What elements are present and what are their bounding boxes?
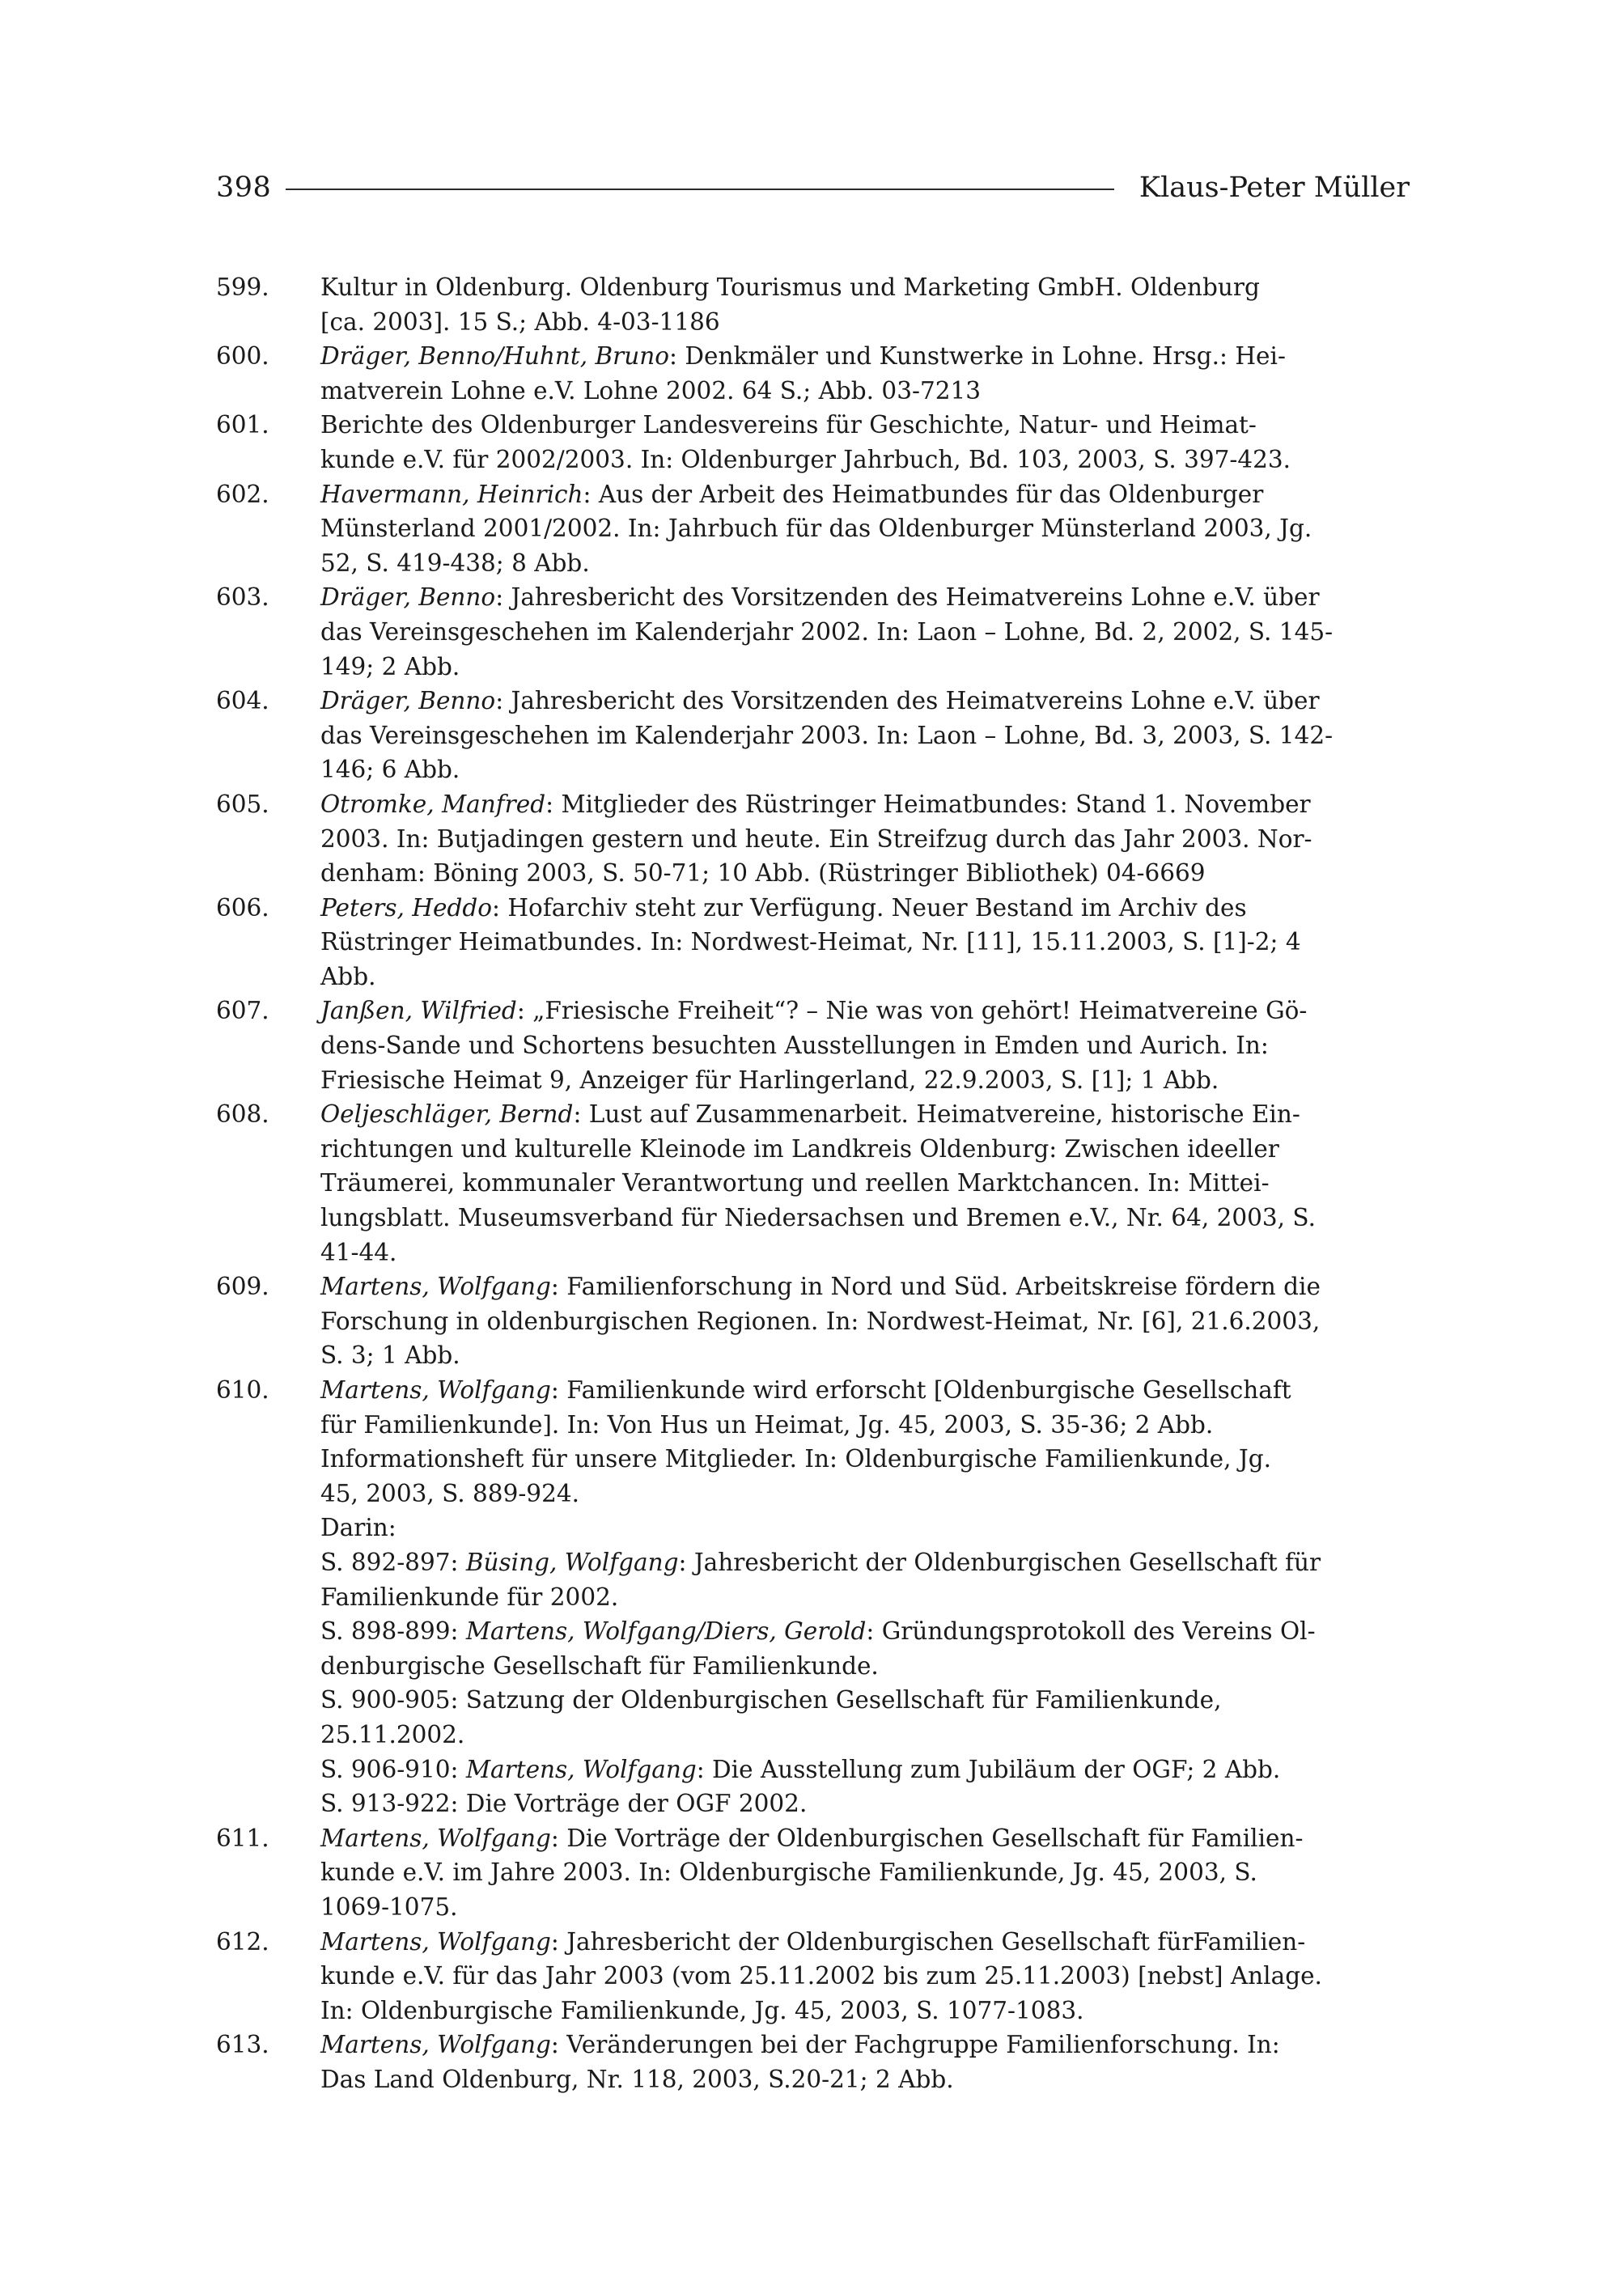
- citation-text: : Veränderungen bei der Fachgruppe Familienforschung. In:: [550, 2031, 1280, 2059]
- citation-text: das Vereinsgeschehen im Kalenderjahr 2002. In: Laon – Lohne, Bd. 2, 2002, S. 145-: [320, 617, 1334, 646]
- entry-line: [320, 1097, 1410, 1132]
- citation-text: 2003. In: Butjadingen gestern und heute. Ein Streifzug durch das Jahr 2003. Nor-: [320, 824, 1312, 853]
- citation-text: : „Friesische Freiheit“? – Nie was von gehört! Heimatvereine Gö-: [516, 997, 1308, 1025]
- entry-text: [320, 477, 1410, 581]
- author-name: Dräger, Benno/Huhnt, Bruno: [320, 342, 670, 371]
- entry-number: 610.: [216, 1376, 269, 1404]
- entry-number: 602.: [216, 480, 269, 508]
- citation-text: Informationsheft für unsere Mitglieder. In: Oldenburgische Familienkunde, Jg.: [320, 1445, 1271, 1473]
- entry-line: [320, 1028, 1410, 1063]
- entry-text: [320, 1373, 1410, 1821]
- entry-line: [320, 580, 1410, 615]
- citation-text: für Familienkunde]. In: Von Hus un Heimat, Jg. 45, 2003, S. 35-36; 2 Abb.: [320, 1410, 1214, 1439]
- entry-line: [320, 1408, 1410, 1443]
- entry-number: 599.: [216, 273, 269, 301]
- entry-line: [320, 477, 1410, 512]
- author-name: Dräger, Benno: [320, 687, 496, 715]
- entry-text: [320, 891, 1410, 994]
- citation-text: : Jahresbericht der Oldenburgischen Gesellschaft für: [678, 1548, 1321, 1576]
- bibliography-entry: [216, 891, 1410, 994]
- author-name: Oeljeschläger, Bernd: [320, 1100, 574, 1129]
- bibliography-entry: [216, 270, 1410, 339]
- entry-line: [320, 1890, 1410, 1925]
- citation-text: Berichte des Oldenburger Landesvereins für Geschichte, Natur- und Heimat-: [320, 411, 1257, 439]
- citation-text: 41-44.: [320, 1238, 397, 1266]
- entry-line: [320, 1855, 1410, 1890]
- entry-line: [320, 1545, 1410, 1580]
- citation-text: : Die Vorträge der Oldenburgischen Gesellschaft für Familien-: [550, 1824, 1304, 1852]
- author-name: Dräger, Benno: [320, 583, 496, 612]
- author-name: Martens, Wolfgang: [320, 1376, 551, 1404]
- citation-text: 149; 2 Abb.: [320, 652, 460, 680]
- entry-number: 606.: [216, 893, 269, 922]
- citation-text: matverein Lohne e.V. Lohne 2002. 64 S.; Abb. 03-7213: [320, 376, 982, 405]
- author-name: Martens, Wolfgang: [320, 1927, 551, 1956]
- entry-line: [320, 1201, 1410, 1236]
- citation-text: Friesische Heimat 9, Anzeiger für Harlingerland, 22.9.2003, S. [1]; 1 Abb.: [320, 1066, 1219, 1094]
- citation-text: S. 900-905: Satzung der Oldenburgischen Gesellschaft für Familienkunde,: [320, 1686, 1222, 1714]
- entry-number: 608.: [216, 1100, 269, 1129]
- entry-line: [320, 822, 1410, 857]
- entry-line: [320, 305, 1410, 340]
- citation-text: : Aus der Arbeit des Heimatbundes für das Oldenburger: [583, 480, 1264, 508]
- entry-line: [320, 787, 1410, 822]
- entry-text: [320, 1821, 1410, 1925]
- entry-line: [320, 2062, 1410, 2097]
- entry-text: [320, 1269, 1410, 1373]
- bibliography-entry: [216, 1373, 1410, 1821]
- citation-text: : Denkmäler und Kunstwerke in Lohne. Hrsg.: Hei-: [669, 342, 1286, 371]
- author-name: Otromke, Manfred: [320, 790, 546, 818]
- entry-number: 612.: [216, 1927, 269, 1956]
- citation-text: lungsblatt. Museumsverband für Niedersachsen und Bremen e.V., Nr. 64, 2003, S.: [320, 1204, 1316, 1232]
- entry-text: [320, 1097, 1410, 1269]
- citation-text: : Die Ausstellung zum Jubiläum der OGF; 2 Abb.: [696, 1755, 1281, 1783]
- entry-line: [320, 1821, 1410, 1856]
- citation-text: das Vereinsgeschehen im Kalenderjahr 2003. In: Laon – Lohne, Bd. 3, 2003, S. 142-: [320, 721, 1334, 749]
- entry-text: [320, 270, 1410, 339]
- entry-number: 600.: [216, 342, 269, 371]
- author-name: Havermann, Heinrich: [320, 480, 583, 508]
- citation-text: S. 913-922: Die Vorträge der OGF 2002.: [320, 1790, 808, 1818]
- entry-line: [320, 1683, 1410, 1718]
- citation-text: denburgische Gesellschaft für Familienkunde.: [320, 1651, 879, 1680]
- citation-text: kunde e.V. für das Jahr 2003 (vom 25.11.2002 bis zum 25.11.2003) [nebst] Anlage.: [320, 1962, 1322, 1990]
- citation-text: 52, S. 419-438; 8 Abb.: [320, 549, 590, 577]
- entry-number: 607.: [216, 997, 269, 1025]
- bibliography-entry: [216, 1821, 1410, 1925]
- entry-line: [320, 1132, 1410, 1167]
- bibliography-entry: [216, 580, 1410, 684]
- author-name: Martens, Wolfgang/Diers, Gerold: [465, 1617, 867, 1646]
- entry-line: [320, 1304, 1410, 1339]
- entry-number: 613.: [216, 2031, 269, 2059]
- bibliography-entry: [216, 1097, 1410, 1269]
- running-header-author: Klaus-Peter Müller: [1138, 172, 1410, 204]
- entry-line: [320, 1787, 1410, 1821]
- entry-number: 601.: [216, 411, 269, 439]
- citation-text: S. 898-899:: [320, 1617, 466, 1646]
- entry-line: [320, 650, 1410, 685]
- citation-text: Abb.: [320, 962, 376, 990]
- bibliography-entry: [216, 994, 1410, 1097]
- bibliography-entry: [216, 408, 1410, 477]
- citation-text: S. 3; 1 Abb.: [320, 1341, 460, 1370]
- entry-line: [320, 1718, 1410, 1753]
- entry-line: [320, 1236, 1410, 1270]
- entry-line: [320, 1373, 1410, 1408]
- bibliography-entry: [216, 2028, 1410, 2096]
- entry-text: [320, 580, 1410, 684]
- entry-line: [320, 339, 1410, 374]
- entry-number: 603.: [216, 583, 269, 612]
- citation-text: Darin:: [320, 1514, 396, 1542]
- entry-number: 611.: [216, 1824, 269, 1852]
- entry-text: [320, 339, 1410, 408]
- citation-text: : Jahresbericht des Vorsitzenden des Heimatvereins Lohne e.V. über: [495, 687, 1320, 715]
- author-name: Büsing, Wolfgang: [465, 1548, 679, 1576]
- citation-text: S. 906-910:: [320, 1755, 466, 1783]
- author-name: Martens, Wolfgang: [465, 1755, 697, 1783]
- bibliography-entry: [216, 787, 1410, 891]
- citation-text: : Lust auf Zusammenarbeit. Heimatvereine, historische Ein-: [573, 1100, 1300, 1129]
- entry-line: [320, 1994, 1410, 2028]
- citation-text: denham: Böning 2003, S. 50-71; 10 Abb. (Rüstringer Bibliothek) 04-6669: [320, 859, 1206, 888]
- citation-text: : Familienforschung in Nord und Süd. Arbeitskreise fördern die: [550, 1273, 1321, 1301]
- author-name: Martens, Wolfgang: [320, 2031, 551, 2059]
- citation-text: Münsterland 2001/2002. In: Jahrbuch für das Oldenburger Münsterland 2003, Jg.: [320, 515, 1312, 543]
- entry-line: [320, 960, 1410, 994]
- entry-text: [320, 994, 1410, 1097]
- entry-line: [320, 1166, 1410, 1201]
- bibliography-list: [216, 270, 1410, 2096]
- citation-text: Forschung in oldenburgischen Regionen. In: Nordwest-Heimat, Nr. [6], 21.6.2003,: [320, 1307, 1321, 1335]
- entry-text: [320, 1925, 1410, 2028]
- citation-text: richtungen und kulturelle Kleinode im Landkreis Oldenburg: Zwischen ideeller: [320, 1134, 1279, 1163]
- citation-text: : Mitglieder des Rüstringer Heimatbundes: Stand 1. November: [545, 790, 1311, 818]
- entry-number: 604.: [216, 687, 269, 715]
- citation-text: dens-Sande und Schortens besuchten Ausstellungen in Emden und Aurich. In:: [320, 1032, 1269, 1060]
- entry-line: [320, 1614, 1410, 1649]
- entry-number: 605.: [216, 790, 269, 818]
- citation-text: 146; 6 Abb.: [320, 756, 460, 784]
- page-number: 398: [216, 172, 272, 204]
- entry-line: [320, 443, 1410, 477]
- citation-text: In: Oldenburgische Familienkunde, Jg. 45, 2003, S. 1077-1083.: [320, 1996, 1084, 2024]
- citation-text: : Jahresbericht des Vorsitzenden des Heimatvereins Lohne e.V. über: [495, 583, 1320, 612]
- citation-text: Rüstringer Heimatbundes. In: Nordwest-Heimat, Nr. [11], 15.11.2003, S. [1]-2; 4: [320, 928, 1301, 956]
- entry-line: [320, 1269, 1410, 1304]
- entry-line: [320, 546, 1410, 581]
- entry-line: [320, 2028, 1410, 2062]
- entry-line: [320, 718, 1410, 753]
- entry-number: 609.: [216, 1273, 269, 1301]
- entry-line: [320, 994, 1410, 1028]
- citation-text: 1069-1075.: [320, 1892, 458, 1921]
- entry-line: [320, 1925, 1410, 1960]
- entry-line: [320, 752, 1410, 787]
- entry-line: [320, 1063, 1410, 1098]
- entry-line: [320, 925, 1410, 960]
- entry-line: [320, 1649, 1410, 1684]
- entry-line: [320, 511, 1410, 546]
- citation-text: Träumerei, kommunaler Verantwortung und reellen Marktchancen. In: Mittei-: [320, 1169, 1270, 1197]
- bibliography-entry: [216, 1269, 1410, 1373]
- author-name: Martens, Wolfgang: [320, 1824, 551, 1852]
- entry-line: [320, 615, 1410, 650]
- citation-text: 45, 2003, S. 889-924.: [320, 1479, 579, 1507]
- bibliography-entry: [216, 339, 1410, 408]
- author-name: Janßen, Wilfried: [320, 997, 517, 1025]
- author-name: Martens, Wolfgang: [320, 1273, 551, 1301]
- citation-text: : Gründungsprotokoll des Vereins Ol-: [866, 1617, 1316, 1646]
- entry-line: [320, 1959, 1410, 1994]
- entry-line: [320, 1511, 1410, 1545]
- entry-text: [320, 2028, 1410, 2096]
- bibliography-entry: [216, 1925, 1410, 2028]
- citation-text: Das Land Oldenburg, Nr. 118, 2003, S.20-21; 2 Abb.: [320, 2065, 954, 2093]
- entry-text: [320, 684, 1410, 787]
- citation-text: : Jahresbericht der Oldenburgischen Gesellschaft fürFamilien-: [550, 1927, 1306, 1956]
- bibliography-entry: [216, 477, 1410, 581]
- citation-text: kunde e.V. im Jahre 2003. In: Oldenburgische Familienkunde, Jg. 45, 2003, S.: [320, 1859, 1257, 1887]
- citation-text: 25.11.2002.: [320, 1720, 465, 1748]
- citation-text: kunde e.V. für 2002/2003. In: Oldenburger Jahrbuch, Bd. 103, 2003, S. 397-423.: [320, 445, 1291, 473]
- entry-text: [320, 787, 1410, 891]
- citation-text: Kultur in Oldenburg. Oldenburg Tourismus und Marketing GmbH. Oldenburg: [320, 273, 1260, 301]
- entry-text: [320, 408, 1410, 477]
- entry-line: [320, 408, 1410, 443]
- entry-line: [320, 1442, 1410, 1477]
- entry-line: [320, 1580, 1410, 1615]
- entry-line: [320, 1338, 1410, 1373]
- entry-line: [320, 1477, 1410, 1511]
- bibliography-entry: [216, 684, 1410, 787]
- header-rule: [286, 189, 1114, 190]
- entry-line: [320, 1753, 1410, 1787]
- citation-text: Familienkunde für 2002.: [320, 1583, 619, 1611]
- entry-line: [320, 856, 1410, 891]
- running-header: [216, 163, 1410, 212]
- citation-text: : Familienkunde wird erforscht [Oldenburgische Gesellschaft: [550, 1376, 1291, 1404]
- citation-text: S. 892-897:: [320, 1548, 466, 1576]
- citation-text: [ca. 2003]. 15 S.; Abb. 4-03-1186: [320, 307, 720, 336]
- entry-line: [320, 374, 1410, 409]
- entry-line: [320, 891, 1410, 926]
- entry-line: [320, 684, 1410, 718]
- entry-line: [320, 270, 1410, 305]
- citation-text: : Hofarchiv steht zur Verfügung. Neuer Bestand im Archiv des: [492, 893, 1247, 922]
- author-name: Peters, Heddo: [320, 893, 493, 922]
